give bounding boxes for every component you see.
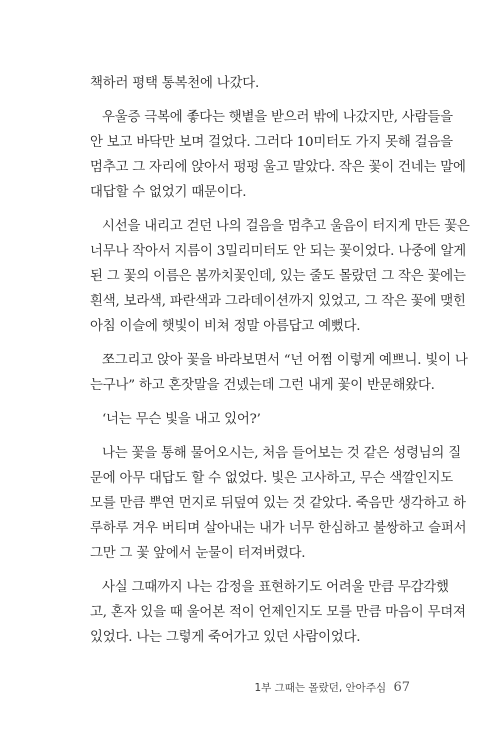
body-text-line: 대답할 수 없었기 때문이다. [90,185,247,200]
body-text-line: 고, 혼자 있을 때 울어본 적이 언제인지도 모를 만큼 마음이 무뎌져 [90,605,466,620]
body-text-line: 된 그 꽃의 이름은 봄까치꽃인데, 있는 줄도 몰랐던 그 작은 꽃에는 [90,269,466,284]
body-text-line: 아침 이슬에 햇빛이 비쳐 정말 아름답고 예뻤다. [90,319,361,334]
body-text-line: 흰색, 보라색, 파란색과 그라데이션까지 있었고, 그 작은 꽃에 맺힌 [90,294,466,309]
body-text-line: 사실 그때까지 나는 감정을 표현하기도 어려울 만큼 무감각했 [102,580,449,595]
body-text-line: 쪼그리고 앉아 꽃을 바라보면서 “넌 어쩜 이렇게 예쁘니. 빛이 나 [102,353,468,368]
body-text-line: 시선을 내리고 걷던 나의 걸음을 멈추고 울음이 터지게 만든 꽃은 [102,219,470,234]
body-text-line: 는구나” 하고 혼잣말을 건넸는데 그런 내게 꽃이 반문해왔다. [90,378,435,393]
body-text-line: 모를 만큼 뿌연 먼지로 뒤덮여 있는 것 같았다. 죽음만 생각하고 하 [90,496,466,511]
body-text-line: 있었다. 나는 그렇게 죽어가고 있던 사람이었다. [90,630,361,645]
body-text-line: 문에 아무 대답도 할 수 없었다. 빛은 고사하고, 무슨 색깔인지도 [90,471,454,486]
body-text-line: 멈추고 그 자리에 앉아서 펑펑 울고 말았다. 작은 꽃이 건네는 말에 [90,160,466,175]
page-number: 67 [393,680,410,695]
body-text-line: 루하루 겨우 버티며 살아내는 내가 너무 한심하고 불쌍하고 슬퍼서 [90,521,467,536]
body-text-line: ‘너는 무슨 빛을 내고 있어?’ [102,412,261,427]
body-text-line: 우울증 극복에 좋다는 햇볕을 받으러 밖에 나갔지만, 사람들을 [102,110,453,125]
body-text-line: 나는 꽃을 통해 물어오시는, 처음 들어보는 것 같은 성령님의 질 [102,446,461,461]
body-text-line: 그만 그 꽃 앞에서 눈물이 터져버렸다. [90,546,306,561]
body-text-line: 안 보고 바닥만 보며 걸었다. 그러다 10미터도 가지 못해 걸음을 [90,135,453,150]
body-text-line: 책하러 평택 통복천에 나갔다. [90,76,260,91]
running-head: 1부 그때는 몰랐던, 안아주심 [254,682,387,694]
page-footer [255,680,411,696]
body-text-line: 너무나 작아서 지름이 3밀리미터도 안 되는 꽃이었다. 나중에 알게 [90,244,466,259]
